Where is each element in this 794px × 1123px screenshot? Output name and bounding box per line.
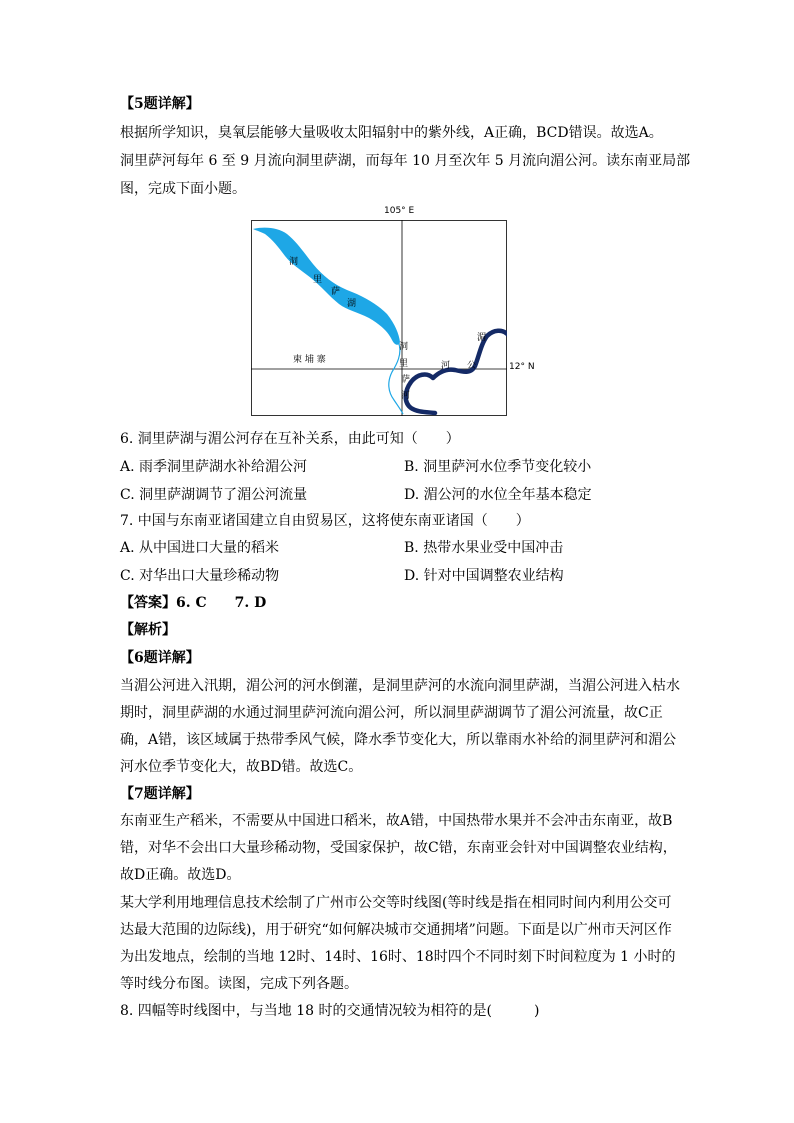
river-char-4: 河: [401, 391, 411, 401]
intro2-line-4: 等时线分布图。读图，完成下列各题。: [120, 976, 358, 992]
lake-char-2: 里: [313, 275, 323, 285]
mekong-char-1: 湄: [477, 333, 487, 343]
intro2-line-2: 达最大范围的边际线)，用于研究“如何解决城市交通拥堵”问题。下面是以广州市天河区作: [120, 922, 672, 938]
q7-stem: 7. 中国与东南亚诸国建立自由贸易区，这将使东南亚诸国（ ）: [120, 513, 530, 529]
country-label-cambodia: 柬 埔 寨: [293, 355, 326, 365]
section6-line-4: 河水位季节变化大，故BD错。故选C。: [120, 759, 363, 775]
q6-option-a: A. 雨季洞里萨湖水补给湄公河: [120, 459, 308, 475]
q7-option-d: D. 针对中国调整农业结构: [404, 568, 564, 584]
latitude-label: 12° N: [509, 362, 535, 372]
intro2-line-3: 为出发地点，绘制的当地 12时、14时、16时、18时四个不同时刻下时间粒度为 1 小时的: [120, 949, 676, 965]
river-char-3: 萨: [401, 375, 411, 385]
q6-option-d: D. 湄公河的水位全年基本稳定: [404, 487, 592, 503]
river-char-2: 里: [399, 359, 409, 369]
q7-option-c: C. 对华出口大量珍稀动物: [120, 568, 280, 584]
analysis-heading: 【解析】: [120, 622, 176, 638]
map-svg: [251, 220, 507, 416]
q6-stem: 6. 洞里萨湖与湄公河存在互补关系，由此可知（ ）: [120, 431, 460, 447]
section6-heading: 【6题详解】: [120, 650, 200, 666]
q6-option-b: B. 洞里萨河水位季节变化较小: [404, 459, 592, 475]
lake-char-1: 洞: [289, 257, 299, 267]
longitude-label: 105° E: [384, 206, 415, 216]
section6-line-2: 期时，洞里萨湖的水通过洞里萨河流向湄公河，所以洞里萨湖调节了湄公河流量，故C正: [120, 705, 663, 721]
section5-body: 根据所学知识，臭氧层能够大量吸收太阳辐射中的紫外线，A正确，BCD错误。故选A。: [120, 125, 663, 141]
intro-line-2: 图，完成下面小题。: [120, 181, 246, 197]
section7-line-2: 错，对华不会出口大量珍稀动物，受国家保护，故C错，东南亚会针对中国调整农业结构，: [120, 840, 677, 856]
section7-line-1: 东南亚生产稻米，不需要从中国进口稻米，故A错，中国热带水果并不会冲击东南亚，故B: [120, 813, 673, 829]
answer-line: 【答案】6. C 7. D: [120, 595, 267, 611]
mekong-char-2: 公: [467, 361, 477, 371]
lake-char-3: 萨: [331, 287, 341, 297]
intro2-line-1: 某大学利用地理信息技术绘制了广州市公交等时线图(等时线是指在相同时间内利用公交可: [120, 895, 672, 911]
river-char-1: 洞: [399, 342, 409, 352]
q7-option-a: A. 从中国进口大量的稻米: [120, 540, 280, 556]
q7-option-b: B. 热带水果业受中国冲击: [404, 540, 564, 556]
lake-char-4: 湖: [347, 299, 357, 309]
section7-line-3: 故D正确。故选D。: [120, 867, 241, 883]
section6-line-3: 确，A错，该区域属于热带季风气候，降水季节变化大，所以靠雨水补给的洞里萨河和湄公: [120, 732, 677, 748]
section6-line-1: 当湄公河进入汛期，湄公河的河水倒灌，是洞里萨河的水流向洞里萨湖，当湄公河进入枯水: [120, 678, 680, 694]
intro-line-1: 洞里萨河每年 6 至 9 月流向洞里萨湖，而每年 10 月至次年 5 月流向湄公河。读东南亚局部: [120, 153, 691, 169]
mekong-char-3: 河: [441, 361, 451, 371]
section5-heading: 【5题详解】: [120, 96, 200, 112]
mekong-map-figure: [251, 220, 507, 416]
q6-option-c: C. 洞里萨湖调节了湄公河流量: [120, 487, 308, 503]
q8-stem: 8. 四幅等时线图中，与当地 18 时的交通情况较为相符的是( ): [120, 1003, 540, 1019]
section7-heading: 【7题详解】: [120, 786, 200, 802]
